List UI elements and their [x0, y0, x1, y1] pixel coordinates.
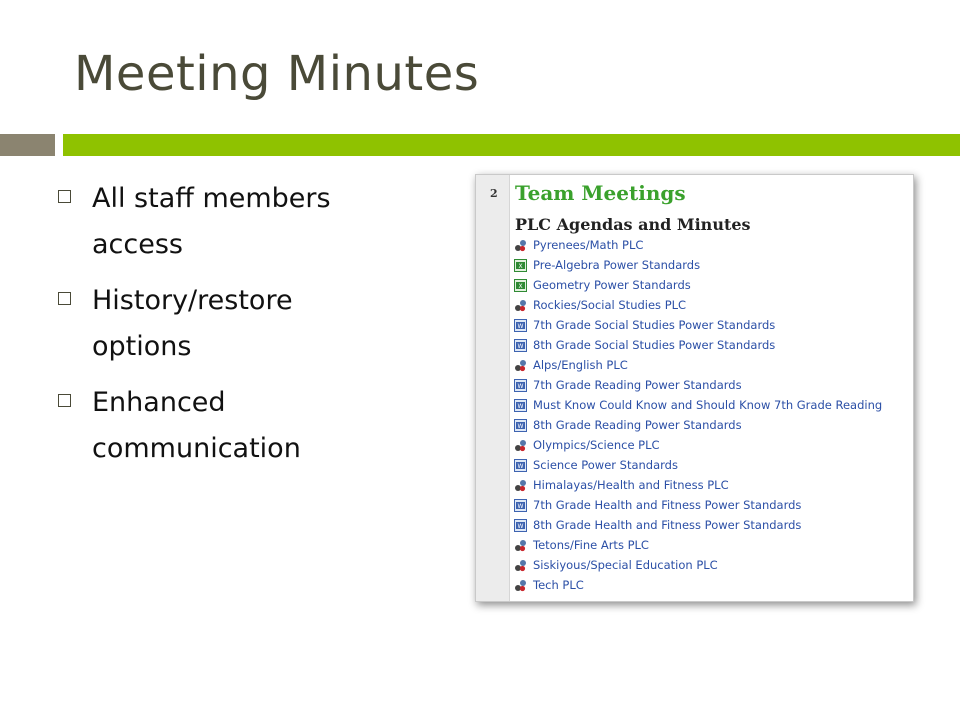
document-link[interactable] [514, 295, 882, 315]
document-link-label[interactable]: Pyrenees/Math PLC [533, 238, 644, 252]
slide-title: Meeting Minutes [74, 46, 480, 102]
word-icon [514, 459, 527, 472]
document-link-label[interactable]: 7th Grade Health and Fitness Power Standards [533, 498, 802, 512]
document-link[interactable] [514, 415, 882, 435]
document-link-label[interactable]: 7th Grade Social Studies Power Standards [533, 318, 776, 332]
document-link-label[interactable]: Olympics/Science PLC [533, 438, 660, 452]
document-link-label[interactable]: Rockies/Social Studies PLC [533, 298, 687, 312]
document-link[interactable] [514, 375, 882, 395]
document-link-label[interactable]: 8th Grade Reading Power Standards [533, 418, 742, 432]
section-number: 2 [490, 187, 498, 200]
link-icon [514, 439, 527, 452]
svg-text:W: W [517, 382, 524, 390]
link-icon [514, 299, 527, 312]
document-link[interactable] [514, 475, 882, 495]
document-link[interactable] [514, 575, 882, 595]
document-link-label[interactable]: Geometry Power Standards [533, 278, 691, 292]
document-link[interactable] [514, 335, 882, 355]
link-icon [514, 359, 527, 372]
word-icon [514, 399, 527, 412]
document-link-label[interactable]: 7th Grade Reading Power Standards [533, 378, 742, 392]
document-link-label[interactable]: Tech PLC [533, 578, 584, 592]
document-link-label[interactable]: Pre-Algebra Power Standards [533, 258, 701, 272]
square-bullet-icon [58, 190, 71, 203]
accent-bar-green [63, 134, 960, 156]
document-link[interactable] [514, 355, 882, 375]
accent-bar-gray [0, 134, 55, 156]
link-icon [514, 479, 527, 492]
row-number-gutter [476, 175, 510, 601]
document-link-label[interactable]: 8th Grade Health and Fitness Power Standards [533, 518, 802, 532]
document-link-label[interactable]: Alps/English PLC [533, 358, 628, 372]
document-link[interactable] [514, 235, 882, 255]
plc-subheading: PLC Agendas and Minutes [515, 215, 751, 234]
embedded-screenshot [475, 174, 914, 602]
document-link-label[interactable]: Siskiyous/Special Education PLC [533, 558, 718, 572]
excel-icon [514, 259, 527, 272]
document-link-label[interactable]: Must Know Could Know and Should Know 7th Grade Reading [533, 398, 883, 412]
square-bullet-icon [58, 292, 71, 305]
document-link[interactable] [514, 395, 882, 415]
document-link[interactable] [514, 255, 882, 275]
document-link[interactable] [514, 275, 882, 295]
word-icon [514, 419, 527, 432]
document-link[interactable] [514, 495, 882, 515]
svg-text:X: X [518, 282, 523, 290]
word-icon [514, 339, 527, 352]
document-link[interactable] [514, 515, 882, 535]
svg-text:W: W [517, 422, 524, 430]
svg-text:X: X [518, 262, 523, 270]
word-icon [514, 319, 527, 332]
svg-text:W: W [517, 522, 524, 530]
document-link[interactable] [514, 555, 882, 575]
svg-text:W: W [517, 502, 524, 510]
document-link-label[interactable]: Science Power Standards [533, 458, 678, 472]
word-icon [514, 499, 527, 512]
bullet-item [58, 380, 388, 472]
bullet-text: Enhanced communication [92, 387, 301, 464]
svg-text:W: W [517, 462, 524, 470]
excel-icon [514, 279, 527, 292]
document-link[interactable] [514, 435, 882, 455]
bullet-text: All staff members access [92, 183, 331, 260]
link-icon [514, 579, 527, 592]
bullet-item [58, 176, 388, 268]
team-meetings-heading: Team Meetings [515, 181, 686, 205]
link-icon [514, 239, 527, 252]
document-link[interactable] [514, 315, 882, 335]
svg-text:W: W [517, 322, 524, 330]
svg-text:W: W [517, 402, 524, 410]
bullet-list [58, 176, 388, 482]
document-link-label[interactable]: 8th Grade Social Studies Power Standards [533, 338, 776, 352]
document-link-label[interactable]: Tetons/Fine Arts PLC [533, 538, 649, 552]
word-icon [514, 519, 527, 532]
word-icon [514, 379, 527, 392]
bullet-text: History/restore options [92, 285, 293, 362]
document-link-list [514, 235, 882, 595]
document-link[interactable] [514, 455, 882, 475]
square-bullet-icon [58, 394, 71, 407]
bullet-item [58, 278, 388, 370]
svg-text:W: W [517, 342, 524, 350]
link-icon [514, 539, 527, 552]
document-link-label[interactable]: Himalayas/Health and Fitness PLC [533, 478, 729, 492]
document-link[interactable] [514, 535, 882, 555]
link-icon [514, 559, 527, 572]
